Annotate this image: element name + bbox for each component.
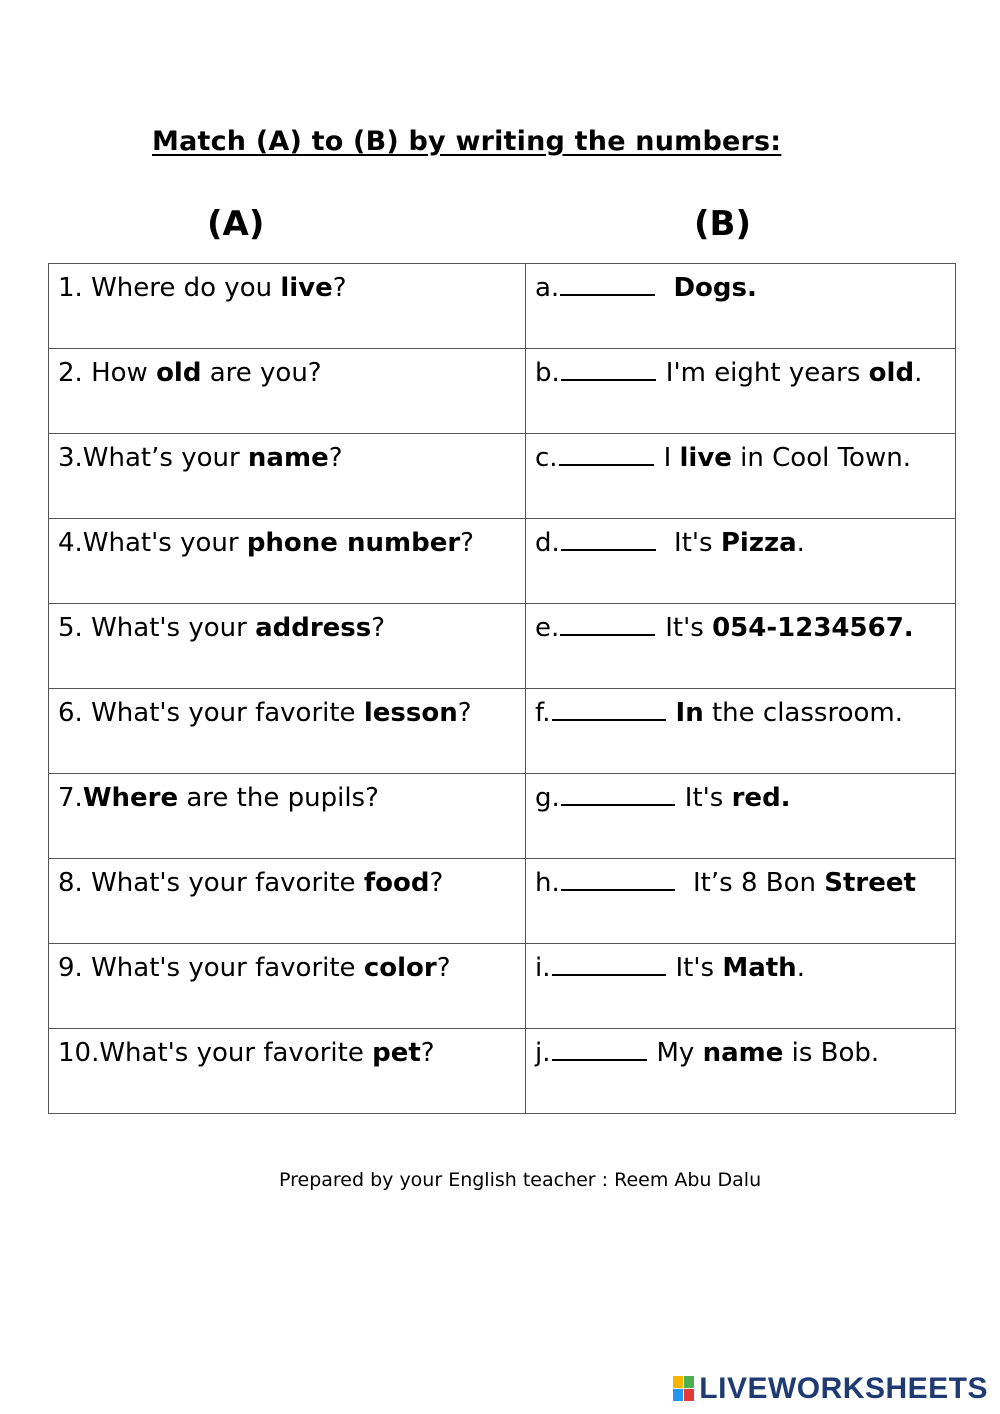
table-row	[49, 264, 956, 349]
answer-letter: b.	[535, 358, 560, 388]
answer-cell	[526, 264, 956, 349]
answer-blank-input[interactable]	[561, 361, 656, 381]
question-bold-text: old	[156, 358, 202, 388]
table-row	[49, 434, 956, 519]
answer-cell	[526, 944, 956, 1029]
question-cell	[49, 774, 526, 859]
table-row	[49, 944, 956, 1029]
answer-bold-text: 054-1234567.	[712, 613, 914, 643]
table-row	[49, 689, 956, 774]
question-text: 8. What's your favorite	[58, 868, 364, 898]
table-row	[49, 859, 956, 944]
answer-bold-text: Street	[824, 868, 916, 898]
question-text: 3.What’s your	[58, 443, 248, 473]
answer-bold-text: Dogs.	[673, 273, 757, 303]
worksheet-title: Match (A) to (B) by writing the numbers:	[152, 126, 782, 157]
answer-bold-text: In	[675, 698, 704, 728]
answer-blank-input[interactable]	[560, 276, 655, 296]
answer-text: is Bob.	[783, 1038, 880, 1068]
question-text: ?	[457, 698, 472, 728]
answer-cell	[526, 859, 956, 944]
question-text: ?	[371, 613, 386, 643]
question-bold-text: lesson	[363, 698, 458, 728]
answer-cell	[526, 689, 956, 774]
answer-text: .	[796, 953, 805, 983]
question-text: ?	[436, 953, 451, 983]
logo-square-2	[684, 1376, 694, 1388]
logo-square-4	[684, 1389, 694, 1401]
answer-text: the classroom.	[703, 698, 903, 728]
answer-cell	[526, 604, 956, 689]
answer-letter: a.	[535, 273, 560, 303]
question-bold-text: color	[363, 953, 437, 983]
answer-cell	[526, 774, 956, 859]
answer-bold-text: red.	[731, 783, 791, 813]
answer-text: It's	[665, 528, 721, 558]
liveworksheets-logo-icon	[673, 1376, 695, 1402]
question-text: ?	[429, 868, 444, 898]
question-text: 6. What's your favorite	[58, 698, 364, 728]
answer-blank-input[interactable]	[552, 1041, 647, 1061]
question-text: ?	[460, 528, 474, 558]
table-row	[49, 774, 956, 859]
answer-blank-input[interactable]	[561, 786, 675, 806]
question-cell	[49, 1029, 526, 1114]
answer-cell	[526, 519, 956, 604]
question-bold-text: phone number	[246, 528, 461, 558]
question-text: 2. How	[58, 358, 157, 388]
matching-table-body	[49, 264, 956, 1114]
answer-bold-text: old	[868, 358, 915, 388]
answer-blank-input[interactable]	[552, 956, 666, 976]
answer-letter: j.	[535, 1038, 551, 1068]
answer-letter: g.	[535, 783, 560, 813]
answer-text: It's	[684, 783, 732, 813]
column-b-heading: (B)	[694, 204, 751, 244]
question-text: ?	[332, 273, 347, 303]
logo-square-3	[673, 1389, 683, 1401]
question-text: are the pupils?	[178, 783, 379, 813]
answer-text: I	[663, 443, 680, 473]
question-text: 5. What's your	[58, 613, 256, 643]
answer-text: It's	[665, 613, 713, 643]
question-bold-text: pet	[372, 1038, 421, 1068]
answer-text: in Cool Town.	[731, 443, 911, 473]
question-cell	[49, 859, 526, 944]
answer-letter: e.	[535, 613, 560, 643]
question-text: 7.	[58, 783, 83, 813]
question-cell	[49, 519, 526, 604]
answer-cell	[526, 434, 956, 519]
answer-letter: c.	[535, 443, 558, 473]
answer-text: My	[656, 1038, 703, 1068]
answer-text: .	[914, 358, 923, 388]
answer-text: It’s 8 Bon	[684, 868, 825, 898]
answer-blank-input[interactable]	[561, 531, 656, 551]
answer-bold-text: live	[679, 443, 732, 473]
liveworksheets-brand[interactable]	[673, 1372, 988, 1406]
question-bold-text: address	[255, 613, 372, 643]
matching-table	[48, 263, 956, 1114]
column-a-heading: (A)	[207, 204, 265, 244]
answer-letter: d.	[535, 528, 560, 558]
answer-blank-input[interactable]	[559, 446, 654, 466]
question-bold-text: live	[280, 273, 333, 303]
logo-square-1	[673, 1376, 683, 1388]
question-cell	[49, 434, 526, 519]
table-row	[49, 1029, 956, 1114]
question-cell	[49, 349, 526, 434]
question-bold-text: name	[247, 443, 329, 473]
answer-blank-input[interactable]	[560, 616, 655, 636]
answer-letter: h.	[535, 868, 560, 898]
question-text: ?	[328, 443, 343, 473]
question-cell	[49, 944, 526, 1029]
answer-text: It's	[675, 953, 723, 983]
question-text: 10.What's your favorite	[58, 1038, 373, 1068]
table-row	[49, 519, 956, 604]
question-bold-text: Where	[82, 783, 179, 813]
table-row	[49, 349, 956, 434]
answer-bold-text: Pizza	[720, 528, 797, 558]
question-cell	[49, 264, 526, 349]
question-text: 1. Where do you	[58, 273, 281, 303]
answer-bold-text: name	[702, 1038, 784, 1068]
answer-cell	[526, 1029, 956, 1114]
answer-letter: i.	[535, 953, 551, 983]
question-bold-text: food	[363, 868, 430, 898]
author-footer: Prepared by your English teacher : Reem Abu Dalu	[279, 1169, 762, 1191]
question-text: are you?	[201, 358, 322, 388]
answer-letter: f.	[535, 698, 551, 728]
question-cell	[49, 604, 526, 689]
answer-cell	[526, 349, 956, 434]
answer-bold-text: Math	[722, 953, 797, 983]
answer-text: I'm eight years	[665, 358, 869, 388]
brand-name: LIVEWORKSHEETS	[699, 1372, 988, 1405]
table-row	[49, 604, 956, 689]
answer-text: .	[796, 528, 805, 558]
answer-blank-input[interactable]	[561, 871, 675, 891]
answer-blank-input[interactable]	[552, 701, 666, 721]
question-text: 9. What's your favorite	[58, 953, 364, 983]
question-text: ?	[420, 1038, 435, 1068]
question-cell	[49, 689, 526, 774]
question-text: 4.What's your	[58, 528, 247, 558]
